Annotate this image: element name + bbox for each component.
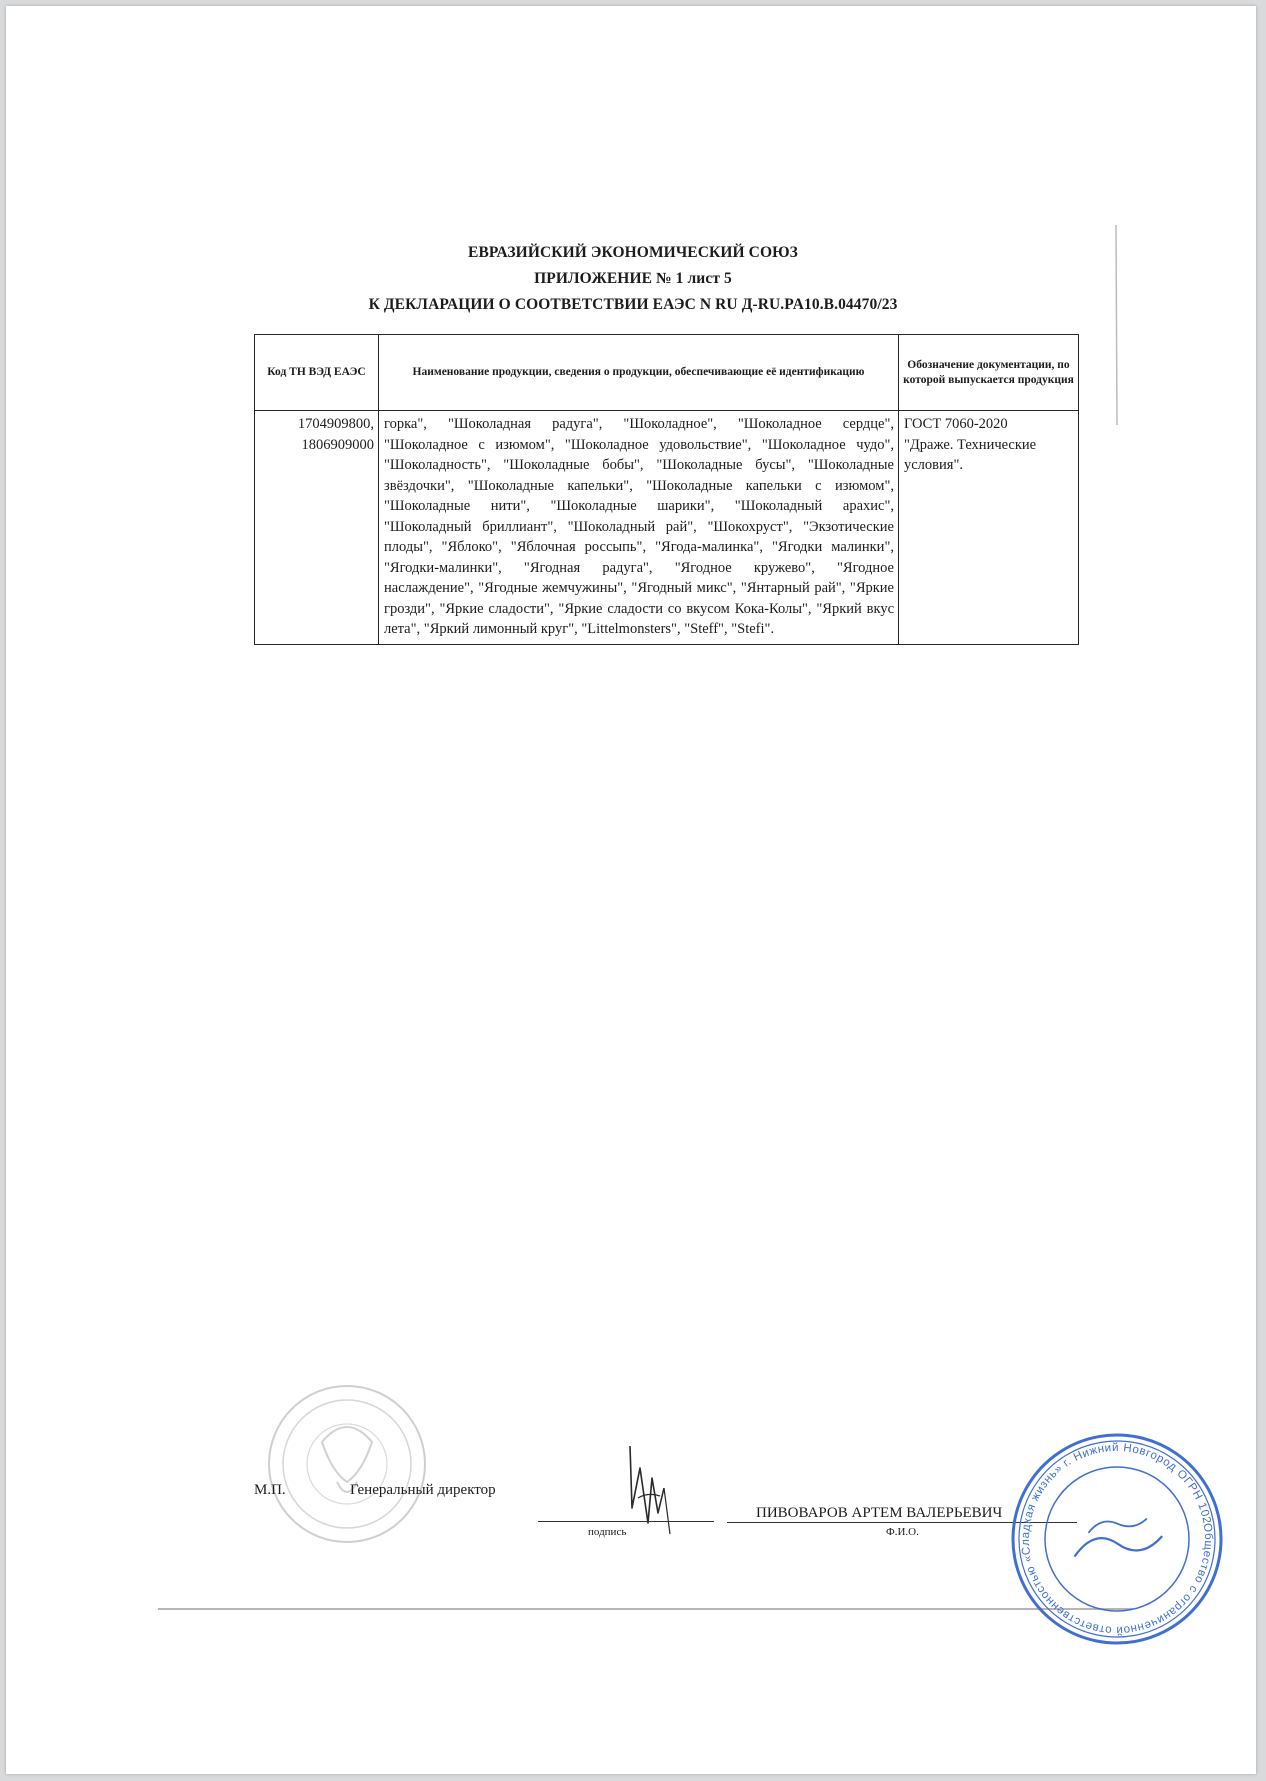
seal-place-label: М.П. xyxy=(254,1482,286,1498)
svg-text:Общество с ограниченной ответс: Общество с ограниченной ответственностью «Сладкая жизнь» г. Нижний Новгород ОГРН 1025203031845 xyxy=(1019,1441,1215,1637)
code-value-2: 1806909000 xyxy=(301,436,374,453)
handwritten-signature xyxy=(618,1438,678,1543)
code-value-1: 1704909800, xyxy=(297,416,374,432)
header-code: Код ТН ВЭД ЕАЭС xyxy=(255,335,379,411)
doc-title: "Драже. Технические условия". xyxy=(904,436,1037,473)
union-title: ЕВРАЗИЙСКИЙ ЭКОНОМИЧЕСКИЙ СОЮЗ xyxy=(468,244,798,261)
product-table xyxy=(254,334,1079,645)
director-full-name: ПИВОВАРОВ АРТЕМ ВАЛЕРЬЕВИЧ xyxy=(756,1505,1003,1521)
document-header xyxy=(0,240,1266,318)
code-cell xyxy=(255,411,379,645)
header-name: Наименование продукции, сведения о продукции, обеспечивающие её идентификацию xyxy=(379,335,899,411)
doc-standard: ГОСТ 7060-2020 xyxy=(904,416,1008,432)
appendix-title: ПРИЛОЖЕНИЕ № 1 лист 5 xyxy=(534,270,732,287)
signature-caption: подпись xyxy=(588,1526,627,1538)
product-names-cell: горка", "Шоколадная радуга", "Шоколадное", "Шоколадное сердце", "Шоколадное с изюмом", "Шоколадное удовольствие", "Шоколадное чудо", "Шоколадность", "Шоколадные бобы", "Шоколадные бусы", "Шоколадные звёздочки", "Шоколадные капельки", "Шоколадные капельки с изюмом", "Шоколадные нити", "Шоколадные шарики", "Шоколадный арахис", "Шоколадный бриллиант", "Шоколадный рай", "Шокохруст", "Экзотические плоды", "Яблоко", "Яблочная россыпь", "Ягода-малинка", "Ягодки малинки", "Ягодки-малинки", "Ягодная радуга", "Ягодное кружево", "Ягодное наслаждение", "Ягодные жемчужины", "Ягодный микс", "Янтарный рай", "Яркие грозди", "Яркие сладости", "Яркие сладости со вкусом Кока-Колы", "Яркий вкус лета", "Яркий лимонный круг", "Littelmonsters", "Steff", "Stefi". xyxy=(379,411,899,645)
declaration-title: К ДЕКЛАРАЦИИ О СООТВЕТСТВИИ ЕАЭС N RU Д-RU.PA10.B.04470/23 xyxy=(368,296,898,313)
doc-cell xyxy=(899,411,1079,645)
faded-stamp-image xyxy=(262,1372,432,1557)
signature-line xyxy=(538,1521,714,1522)
table-header-row xyxy=(255,335,1079,411)
company-stamp-image xyxy=(1002,1424,1232,1659)
director-title: Генеральный директор xyxy=(350,1482,496,1498)
header-doc: Обозначение документации, по которой выпускается продукция xyxy=(899,335,1079,411)
bottom-rule xyxy=(158,1608,1133,1610)
table-row xyxy=(255,411,1079,645)
fio-caption: Ф.И.О. xyxy=(886,1526,919,1538)
